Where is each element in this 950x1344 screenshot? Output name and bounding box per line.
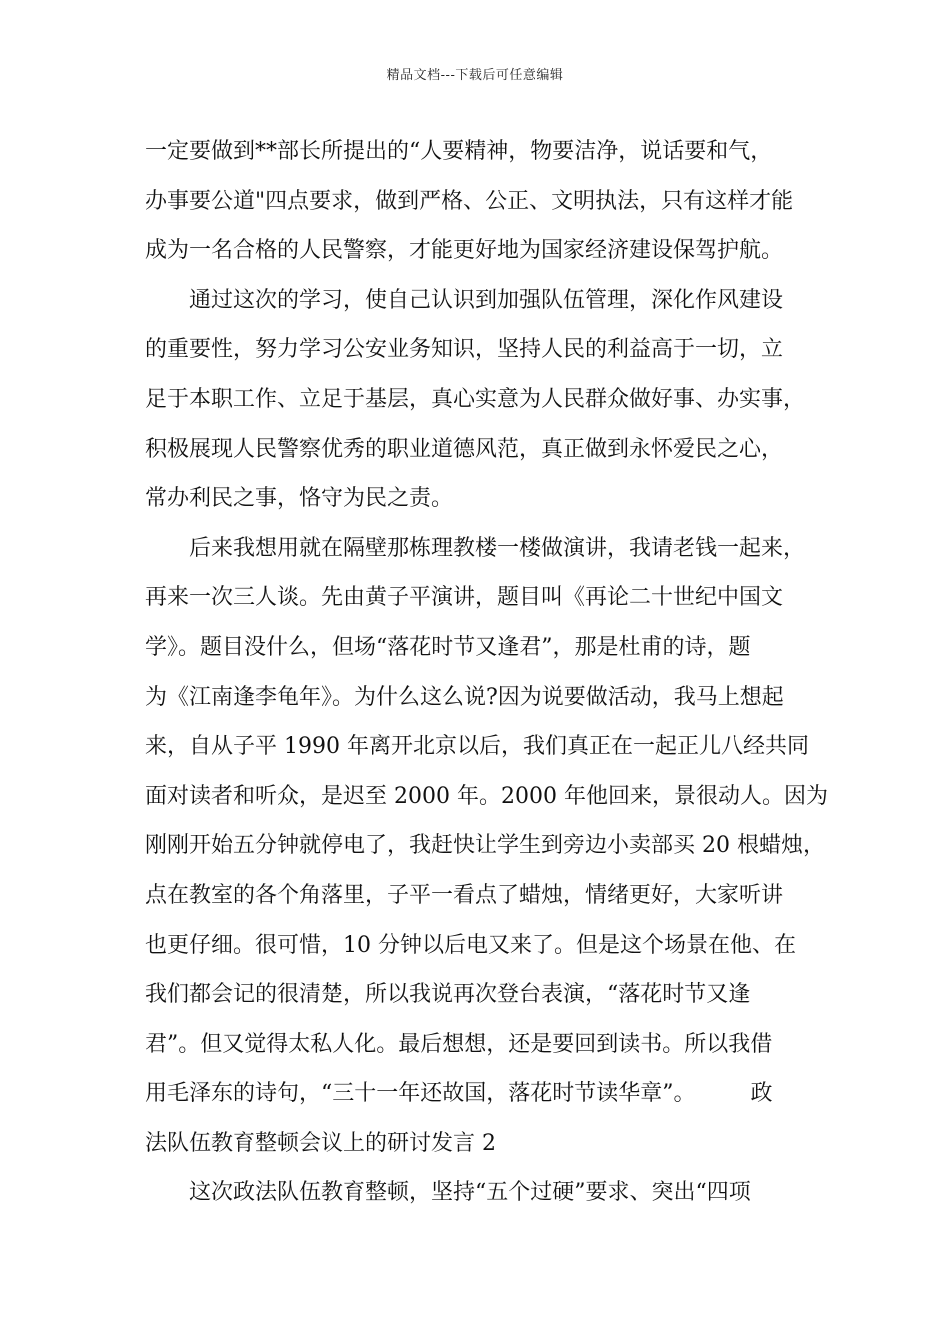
text-line: 一定要做到**部长所提出的“人要精神，物要洁净，说话要和气， [145, 139, 773, 164]
text-line: 为《江南逢李龟年》。为什么这么说?因为说要做活动，我马上想起 [145, 684, 784, 710]
text-line: 再来一次三人谈。先由黄子平演讲，题目叫《再论二十世纪中国文 [145, 585, 784, 611]
text-line: 点在教室的各个角落里，子平一看点了蜡烛，情绪更好，大家听讲 [145, 882, 784, 908]
document-body [145, 127, 828, 1218]
text-line: 也更仔细。很可惜，10 分钟以后电又来了。但是这个场景在他、在 [145, 932, 796, 958]
text-line: 常办利民之事，恪守为民之责。 [145, 486, 454, 512]
text-line: 办事要公道"四点要求，做到严格、公正、文明执法，只有这样才能 [145, 188, 794, 214]
text-line: 的重要性，努力学习公安业务知识，坚持人民的利益高于一切，立 [145, 337, 784, 363]
text-line: 学》。题目没什么，但场“落花时节又逢君”，那是杜甫的诗，题 [145, 634, 751, 660]
section-heading-line: 法队伍教育整顿会议上的研讨发言 2 [145, 1130, 496, 1156]
text-line: 用毛泽东的诗句，“三十一年还故国，落花时节读华章”。 政 [145, 1081, 773, 1107]
text-line: 积极展现人民警察优秀的职业道德风范，真正做到永怀爱民之心， [145, 436, 784, 462]
text-line: 足于本职工作、立足于基层，真心实意为人民群众做好事、办实事， [145, 386, 806, 412]
text-line: 君”。但又觉得太私人化。最后想想，还是要回到读书。所以我借 [145, 1031, 773, 1057]
page-header: 精品文档---下载后可任意编辑 [386, 68, 564, 83]
paragraph-start-line: 通过这次的学习，使自己认识到加强队伍管理，深化作风建设 [189, 287, 784, 313]
text-line: 面对读者和听众，是迟至 2000 年。2000 年他回来，景很动人。因为 [145, 783, 828, 809]
text-line: 我们都会记的很清楚，所以我说再次登台表演，“落花时节又逢 [145, 982, 751, 1008]
paragraph-start-line: 后来我想用就在隔壁那栋理教楼一楼做演讲，我请老钱一起来， [189, 535, 806, 561]
text-line: 成为一名合格的人民警察，才能更好地为国家经济建设保驾护航。 [145, 238, 784, 264]
text-line: 刚刚开始五分钟就停电了，我赶快让学生到旁边小卖部买 20 根蜡烛， [145, 833, 825, 859]
text-line: 来，自从子平 1990 年离开北京以后，我们真正在一起正儿八经共同 [145, 734, 809, 760]
paragraph-start-line: 这次政法队伍教育整顿，坚持“五个过硬”要求、突出“四项 [189, 1180, 751, 1206]
